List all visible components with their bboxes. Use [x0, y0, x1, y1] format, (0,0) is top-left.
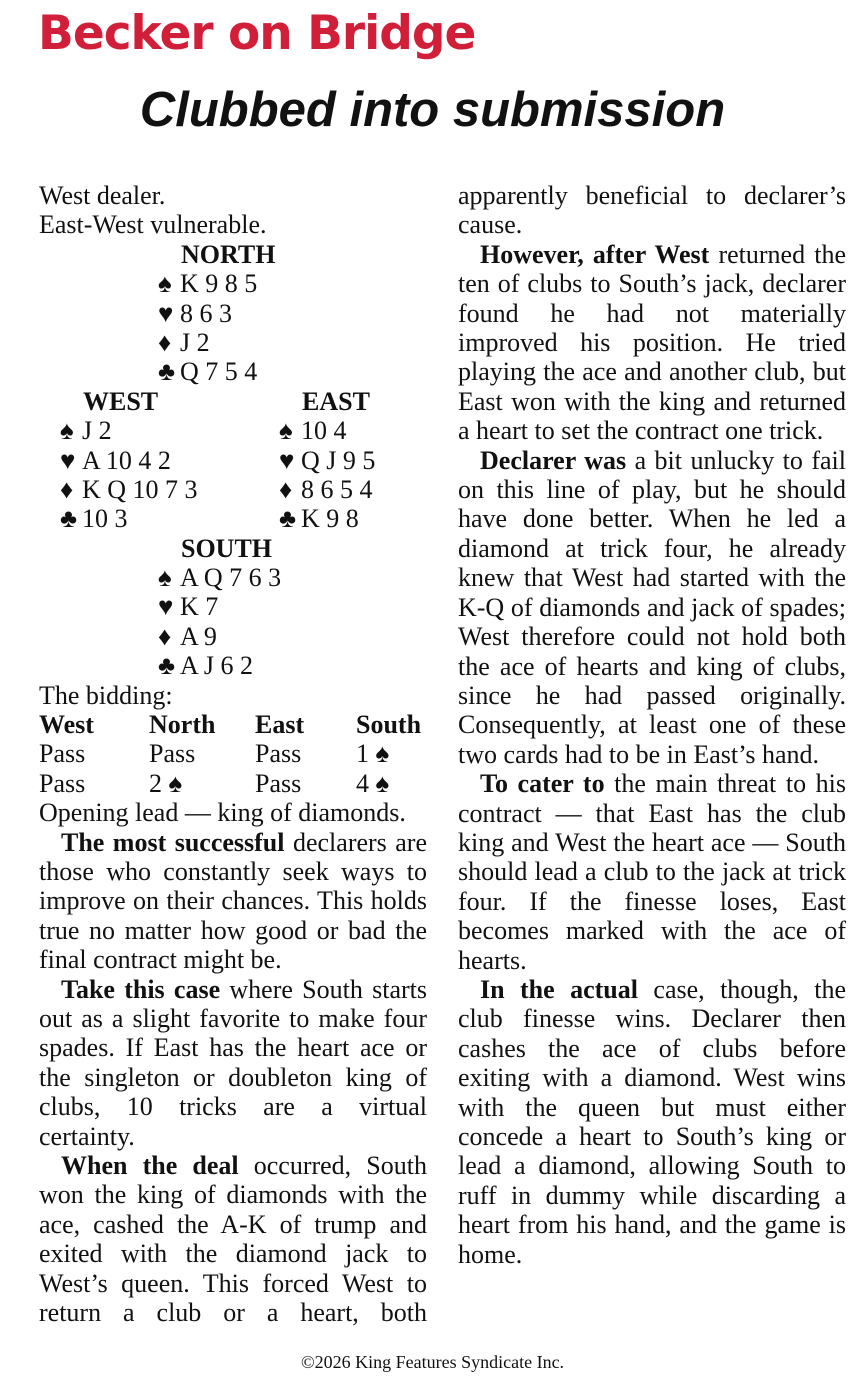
- bid-cell: Pass: [39, 768, 86, 798]
- spade-icon: ♠: [279, 416, 293, 446]
- bid-cell: 4 ♠: [356, 768, 390, 798]
- north-clubs-cards: Q 7 5 4: [180, 357, 258, 387]
- north-hearts: [39, 299, 427, 328]
- paragraph-text: returned the ten of clubs to South’s jack, declarer found he had not materially improved his position. He tried playing the ace and another club, but East won with the king and returned a heart to set the contract one trick.: [458, 239, 846, 446]
- north-diamonds-cards: J 2: [180, 327, 210, 357]
- bid-cell: Pass: [149, 739, 196, 769]
- north-hearts-cards: 8 6 3: [180, 298, 232, 328]
- east-spades-cards: 10 4: [301, 416, 347, 446]
- copyright-notice: ©2026 King Features Syndicate Inc.: [300, 1352, 565, 1372]
- south-hearts-cards: K 7: [180, 592, 219, 622]
- bidding-title: The bidding:: [39, 680, 173, 710]
- bid-cell: Pass: [39, 739, 86, 769]
- article-paragraph-2: [39, 975, 427, 1151]
- paragraph-text: declarers are those who constantly seek ways to improve on their chances. This holds true no matter how good or bad the final contract might be.: [39, 827, 427, 975]
- paragraph-lead: Declarer was: [480, 445, 627, 475]
- east-clubs-cards: K 9 8: [301, 504, 359, 534]
- paragraph-text: case, though, the club finesse wins. Declarer then cashes the ace of clubs before exiting with a diamond. West wins with the queen but must either concede a heart to South’s king or lead a diamond, allowing South to ruff in dummy while discarding a heart from his hand, and the game is home.: [458, 974, 846, 1269]
- spade-icon: ♠: [158, 563, 172, 593]
- paragraph-text: where South starts out as a slight favorite to make four spades. If East has the heart ace or the singleton or doubleton king of clubs, 10 tricks are a virtual certainty.: [39, 974, 427, 1151]
- left-column: [39, 181, 427, 1328]
- article-paragraph-3: [39, 1151, 427, 1327]
- spade-icon: ♠: [60, 416, 74, 446]
- paragraph-lead: Take this case: [61, 974, 221, 1004]
- bid-header-north: North: [149, 710, 216, 740]
- south-spades-cards: A Q 7 6 3: [180, 563, 282, 593]
- article-paragraph-4: [458, 240, 846, 446]
- vulnerability-line: East-West vulnerable.: [39, 210, 267, 240]
- south-spades: [39, 563, 427, 592]
- bid-cell: Pass: [255, 739, 302, 769]
- south-clubs: [39, 651, 427, 680]
- article-paragraph-1: [39, 828, 427, 975]
- article-paragraph-3-continued: apparently beneficial to declarer’s cause.: [458, 181, 846, 240]
- bid-cell: 2 ♠: [149, 768, 183, 798]
- spade-icon: ♠: [158, 269, 172, 299]
- south-label: SOUTH: [181, 533, 273, 563]
- headline: Clubbed into submission: [139, 83, 726, 137]
- north-label: NORTH: [181, 239, 276, 269]
- west-east-label-row: [39, 387, 427, 416]
- heart-icon: ♥: [158, 592, 174, 622]
- west-label: WEST: [83, 386, 159, 416]
- bidding-row: [39, 769, 427, 798]
- club-icon: ♣: [60, 504, 78, 534]
- south-diamonds-cards: A 9: [180, 621, 217, 651]
- east-label: EAST: [302, 386, 370, 416]
- article-paragraph-6: [458, 769, 846, 975]
- west-diamonds-cards: K Q 10 7 3: [82, 474, 198, 504]
- paragraph-text: the main threat to his contract — that East has the club king and West the heart ace — South should lead a club to the jack at trick four. If the finesse loses, East becomes marked with the ace of hearts.: [458, 769, 846, 975]
- article-paragraph-5: [458, 446, 846, 769]
- bid-cell: 1 ♠: [356, 739, 390, 769]
- dealer-line: West dealer.: [39, 181, 166, 210]
- club-icon: ♣: [279, 504, 297, 534]
- heart-icon: ♥: [279, 445, 295, 475]
- paragraph-lead: In the actual: [480, 974, 638, 1004]
- west-spades-cards: J 2: [82, 416, 112, 446]
- paragraph-text: occurred, South won the king of diamonds with the ace, cashed the A-K of trump and exited with the diamond jack to West’s queen. This forced West to return a club or a heart, both: [39, 1151, 427, 1328]
- north-clubs: [39, 357, 427, 386]
- masthead: Becker on Bridge: [38, 6, 476, 61]
- club-icon: ♣: [158, 651, 176, 681]
- north-diamonds: [39, 328, 427, 357]
- north-spades-cards: K 9 8 5: [180, 269, 258, 299]
- heart-icon: ♥: [60, 445, 76, 475]
- article-paragraph-7: [458, 975, 846, 1269]
- north-spades: [39, 269, 427, 298]
- west-clubs-cards: 10 3: [82, 504, 128, 534]
- paragraph-lead: When the deal: [61, 1151, 239, 1181]
- paragraph-lead: To cater to: [480, 769, 605, 799]
- bid-header-south: South: [356, 710, 422, 740]
- paragraph-lead: However, after West: [480, 239, 710, 269]
- south-label-row: [39, 534, 427, 563]
- bid-cell: Pass: [255, 768, 302, 798]
- paragraph-text: a bit unlucky to fail on this line of play, but he should have done better. When he led a diamond at trick four, he already knew that West had started with the K-Q of diamonds and jack of spades; West therefore could not hold both the ace of hearts and king of clubs, since he had passed originally. Consequently, at least one of these two cards had to be in East’s hand.: [458, 445, 846, 769]
- north-label-row: [39, 240, 427, 269]
- east-diamonds-cards: 8 6 5 4: [301, 474, 373, 504]
- club-icon: ♣: [158, 357, 176, 387]
- south-clubs-cards: A J 6 2: [180, 651, 253, 681]
- paragraph-lead: The most successful: [61, 827, 285, 857]
- bidding-row: [39, 739, 427, 768]
- west-hearts-cards: A 10 4 2: [82, 445, 171, 475]
- bidding-header-row: [39, 710, 427, 739]
- bid-header-west: West: [39, 710, 94, 740]
- west-east-diamonds: [39, 475, 427, 504]
- right-column: [458, 181, 846, 1269]
- diamond-icon: ♦: [158, 621, 172, 651]
- west-east-clubs: [39, 504, 427, 533]
- west-east-spades: [39, 416, 427, 445]
- east-hearts-cards: Q J 9 5: [301, 445, 376, 475]
- south-hearts: [39, 592, 427, 621]
- diamond-icon: ♦: [158, 327, 172, 357]
- diamond-icon: ♦: [279, 474, 293, 504]
- south-diamonds: [39, 622, 427, 651]
- diamond-icon: ♦: [60, 474, 74, 504]
- heart-icon: ♥: [158, 298, 174, 328]
- bid-header-east: East: [255, 710, 305, 740]
- opening-lead: Opening lead — king of diamonds.: [39, 798, 406, 828]
- west-east-hearts: [39, 446, 427, 475]
